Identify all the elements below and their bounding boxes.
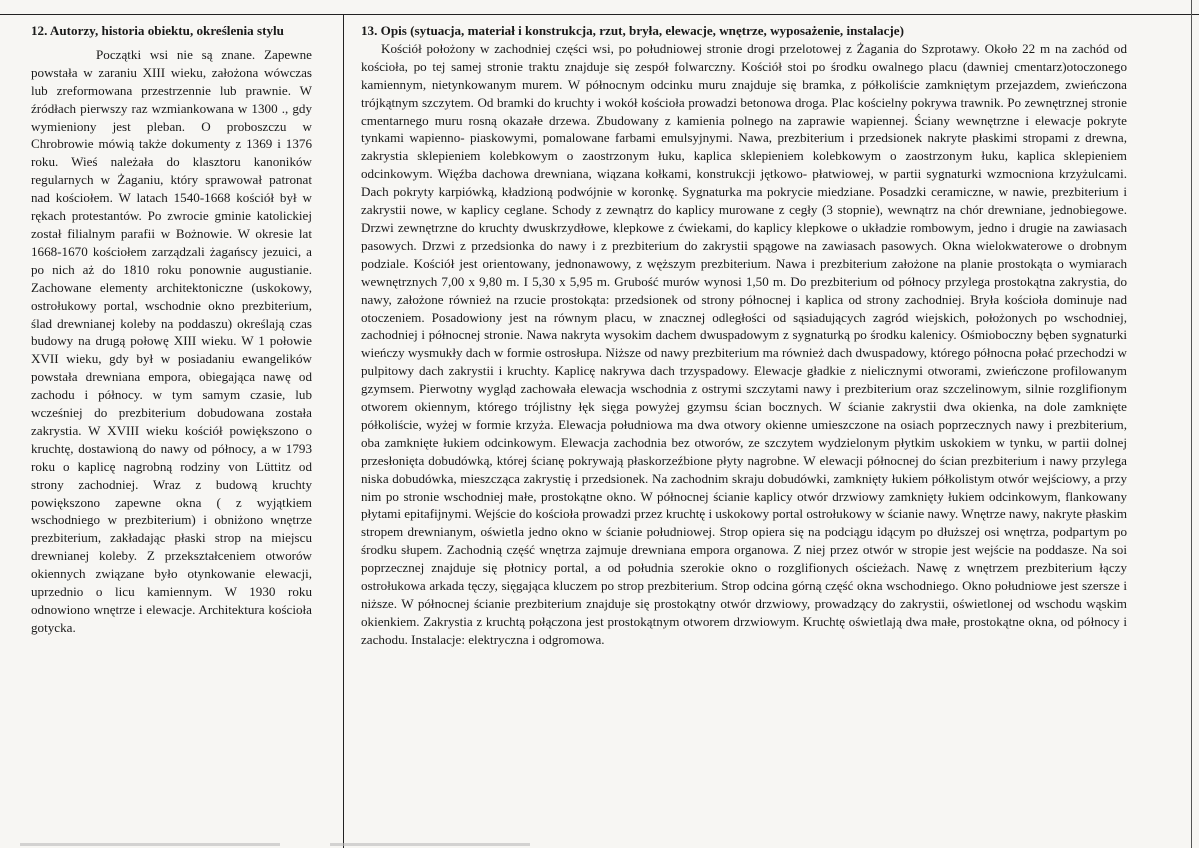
section-heading-12: 12. Autorzy, historia obiektu, określenia stylu [31,23,284,38]
right-border [1191,0,1192,848]
section-authors-history [31,22,312,637]
column-divider [343,14,344,848]
section-description [361,22,1127,649]
history-text: Początki wsi nie są znane. Zapewne powstała w zaraniu XIII wieku, założona wówczas lub zreformowana przestrzennie lub prawnie. W źródłach pierwszy raz wzmiankowana w 1300 ., gdy wymieniony jest pleban. O proboszczu w Chrobrowie mówią także dokumenty z 1369 i 1376 roku. Wieś należała do klasztoru kanoników regularnych w Żaganiu, który sprawował patronat nad kościołem. W latach 1540-1668 kościół był w rękach protestantów. Po zwrocie gminie katolickiej został filialnym parafii w Bożnowie. W okresie lat 1668-1670 kościołem zarządzali żagańscy jezuici, a po nich aż do 1810 roku ponownie augustianie. Zachowane elementy architektoniczne (uskokowy, ostrołukowy portal, wschodnie okno prezbiterium, ślad drewnianej koleby na poddaszu) określają czas budowy na drugą połowę XIII wieku. W 1 połowie XVII wieku, gdy był w posiadaniu ewangelików powstała drewniana empora, obiegająca nawę od zachodu i północy. w tym samym czasie, lub wcześniej do prezbiterium dobudowana została zakrystia. W XVIII wieku kościół powiększono o kruchtę, dostawioną do nawy od północy, a w 1793 roku o kaplicę nagrobną rodziny von Lüttitz od strony zachodniej. Wraz z budową kruchty powiększono zapewne okna ( z wyjątkiem wschodniego w prezbiterium) i obniżono wnętrze prezbiterium, zakładając płaski strop na miejscu drewnianej koleby. Z przekształceniem otworów okiennych związane było otynkowanie elewacji, uprzednio o licu kamiennym. W 1930 roku odnowiono wnętrze i elewacje. Architektura kościoła gotycka. [31,46,312,635]
scan-smudge [20,843,280,846]
top-border [0,14,1199,15]
section-heading-13: 13. Opis (sytuacja, materiał i konstrukcja, rzut, bryła, elewacje, wnętrze, wyposażenie, instalacje) [361,23,904,38]
scan-smudge [330,843,530,846]
description-text: Kościół położony w zachodniej części wsi, po południowej stronie drogi przelotowej z Żagania do Szprotawy. Około 22 m na zachód od kościoła, po tej samej stronie traktu znajduje się zespół folwarczny. Kościół stoi po środku owalnego placu (dawniej cmentarz)otoczonego kamiennym, nietynkowanym murem. W północnym odcinku muru znajduje się bramka, z półkoliście zamkniętym przejazdem, zwieńczona trójkątnym szczytem. Od bramki do kruchty i wokół kościoła prowadzi betonowa droga. Plac kościelny pokrywa trawnik. Po zewnętrznej stronie cmentarnego muru rosną okazałe drzewa. Zbudowany z kamienia polnego na zaprawie wapiennej. Ściany wewnętrzne i elewacje pokryte tynkami wapienno- piaskowymi, pomalowane farbami emulsyjnymi. Nawa, prezbiterium i przedsionek nakryte płaskimi stropami z drewna, zakrystia sklepieniem kolebkowym o zaostrzonym łuku, kaplica sklepieniem kolebkowym o zaostrzonym łuku, kaplica sklepieniem odcinkowym. Więźba dachowa drewniana, wiązana kołkami, konstrukcji jętkowo- płatwiowej, w partii sygnaturki wzmocniona krzyżulcami. Dach pokryty karpiówką, kładzioną podwójnie w koronkę. Sygnaturka ma pokrycie miedziane. Posadzki ceramiczne, w nawie, prezbiterium i zakrystii nowe, w kaplicy ceglane. Schody z zewnątrz do kaplicy murowane z cegły (3 stopnie), wewnątrz na chór drewniane, jednobiegowe. Drzwi zewnętrzne do kruchty dwuskrzydłowe, klepkowe z ćwiekami, do kaplicy klepkowe o układzie rombowym, jedno i drugie na zawiasach pasowych. Drzwi z przedsionka do nawy i z prezbiterium do zakrystii spągowe na zawiasach pasowych. Okna wielokwaterowe o drobnym podziale. Kościół jest orientowany, jednonawowy, z węższym prezbiterium. Nawa i prezbiterium założone na planie prostokąta o wymiarach wewnętrznych 7,00 x 9,80 m. I 5,30 x 5,95 m. Grubość murów wynosi 1,50 m. Do prezbiterium od północy przylega prostokątna zakrystia, do nawy, założone również na rzucie prostokąta: przedsionek od strony północnej i kaplica od strony zachodniej. Bryła kościoła dominuje nad otoczeniem. Posadowiony jest na równym placu, w znacznej odległości od sąsiadujących zagród wiejskich, położonych po wschodniej, zachodniej i północnej stronie. Nawa nakryta wysokim dachem dwuspadowym z sygnaturką po środku kalenicy. Ośmioboczny bęben sygnaturki wieńczy wysmukły dach w formie ostrosłupa. Niższe od nawy prezbiterium ma również dach dwuspadowy, którego północna połać przechodzi w pulpitowy dach zakrystii i kruchty. Kaplicę nakrywa dach trzyspadowy. Elewacje gładkie z nielicznymi otworami, zwieńczone profilowanym gzymsem. Pierwotny wygląd zachowała elewacja wschodnia z ostrymi szczytami nawy i prezbiterium oraz szczelinowym, silnie rozglifionym otworem okiennym, którego trójlistny łęk sięga powyżej gzymsu ścian bocznych. W ścianie zakrystii dwa okienka, na dole zamknięte półkoliście, wyżej w formie krzyża. Elewacja południowa ma dwa otwory okienne umieszczone na osiach poprzecznych nawy i prezbiterium, oba zamknięte łukiem odcinkowym. Elewacja zachodnia bez otworów, ze szczytem wydzielonym płytkim uskokiem w tynku, w partii dolnej przesłonięta dobudówką, której ścianę pokrywają płaskorzeźbione płyty nagrobne. W elewacji północnej do ścian prezbiterium i nawy przylega niska dobudówka, mieszcząca zakrystię i przedsionek. Na zachodnim skraju dobudówki, zamknięty łukiem półkolistym otwór wejściowy, a przy nim po stronie wschodniej małe, prostokątne okno. W północnej ścianie kaplicy otwór drzwiowy zamknięty łukiem odcinkowym, flankowany płytami epitafijnymi. Wejście do kościoła prowadzi przez kruchtę i uskokowy portal ostrołukowy w ścianie nawy. Wnętrze nawy, nakryte płaskim stropem drewnianym, oświetla jedno okno w ścianie południowej. Strop opiera się na podciągu idącym po dłuższej osi wnętrza, podpartym po środku słupem. Zachodnią część wnętrza zajmuje drewniana empora organowa. Z niej przez otwór w stropie jest wejście na poddasze. Na soi poprzecznej znajduje się płotnicy portal, a od południa szerokie okno o rozglifionych ościeżach. Nawę z wnętrzem prezbiterium łączy ostrołukowa arkada tęczy, sięgająca kluczem po strop prezbiterium. Strop odcina górną część okna wschodniego. Okno południowe jest szersze i niższe. W północnej ścianie prezbiterium znajduje się prostokątny otwór drzwiowy, prowadzący do zakrystii, oświetlonej od wschodu wąskim okienkiem. Zakrystia z kruchtą połączona jest prostokątnym otworem drzwiowym. Kruchtę oświetlają dwa małe, prostokątne okna, od północy i zachodu. Instalacje: elektryczna i odgromowa. [361,40,1127,647]
